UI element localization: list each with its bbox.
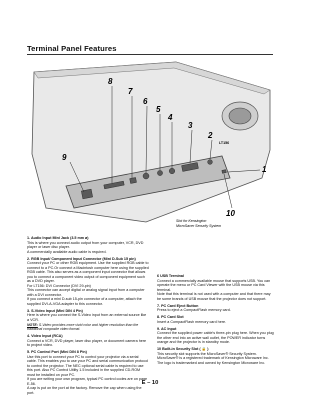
callout-1: 1 [262,165,267,174]
pc-control-port [143,173,149,179]
title-divider [27,54,273,55]
item-title: 7. PC Card Eject Button [157,303,199,308]
model-mark: LT156 [219,141,230,145]
item-title: 6 USB Terminal [157,274,184,278]
kensington-note-line2: MicroSaver Security System [176,224,222,228]
item-body: Insert a CompactFlash memory card here. [157,319,227,324]
callout-4: 4 [168,113,173,122]
note-label: NOTE: [27,323,38,328]
callout-10: 10 [226,209,235,218]
item-body: Connect a commercially available mouse that supports USB. You can operate the menu or PC Card Viewer with the USB mouse via this terminal. Note that this terminal is not used with a computer and that there may be some brands of USB mouse that the projector does not support. [157,278,271,301]
item-pc-card-eject [157,304,275,313]
s-video-port [169,168,175,174]
page-number: E – 10 [141,380,159,386]
callout-6: 6 [143,97,148,106]
item-security-slot [157,347,275,365]
callout-2: 2 [208,131,213,140]
callout-7: 7 [128,87,133,96]
item-body: Connect the supplied power cable's three-pin plug here. When you plug the other end into an active wall outlet, the POWER indicator turns orange and the projector is in standby mode. [157,331,274,345]
item-title: 3. S-Video Input (Mini DIN 4 Pin) [27,308,83,313]
item-title: 9. AC Input [157,326,177,331]
section-title: Terminal Panel Features [27,44,117,53]
item-usb-terminal [157,274,275,301]
item-title: 4. Video Input (RCA) [27,334,63,339]
item-title: 8. PC Card Slot [157,315,184,320]
item-note [27,323,149,331]
item-rgb-input [27,257,149,307]
audio-input-port [208,160,213,165]
item-title: 2. RGB Input/ Component Input Connector (Mini D-Sub 15 pin) [27,256,136,261]
item-title: 1. Audio Input Mini Jack (3.5 mm ø) [27,236,89,240]
usb-port [130,177,137,183]
item-body: This is where you connect audio output from your computer, VCR, DVD player or laser disc player. A commercially available audio cable is required. [27,240,144,254]
item-title: 5. PC Control Port (Mini DIN 8 Pin) [27,350,87,355]
item-pc-control-port [27,350,149,395]
item-audio-input [27,236,149,254]
callout-9: 9 [62,153,67,162]
left-column [27,236,149,398]
item-ac-input [157,327,275,345]
callout-5: 5 [156,105,161,114]
terminal-panel-illustration [26,58,274,230]
item-body: This security slot supports the MicroSaver® Security System. MicroSaver® is a registered trademark of Kensington Microware Inc. The logo is trademarked and owned by Kensington Microware Inc. [157,351,269,365]
item-body: Connect a VCR, DVD player, laser disc player, or document camera here to project video. [27,338,147,348]
item-pc-card-slot [157,315,275,324]
projector-body [32,62,270,222]
item-body: Press to eject a CompactFlash memory card. [157,308,231,313]
item-title: 10 Built-in Security Slot ( 🔒 ) [157,347,209,352]
ac-input-port [81,189,92,199]
callout-8: 8 [108,77,113,86]
item-body: Use this port to connect your PC to control your projector via a serial cable. This enables you to use your PC and serial communication protocol to control the projector. The NEC optional serial cable is required to use this port. Also PC Control Utility 1.5 included in the supplied CD-ROM must be installed on your PC. If you are writing your own program, typical PC control codes are on page E-56. A cap is put on the port at the factory. Remove the cap when using the port. [27,354,149,395]
item-s-video-input [27,309,149,332]
security-slot [222,170,226,174]
item-video-input [27,334,149,348]
note-text: S-Video provides more vivid color and higher resolution than the traditional composite video format. [27,323,139,332]
video-input-port [157,170,162,175]
item-body: Here is where you connect the S-Video input from an external source like a VCR. [27,313,147,322]
kensington-note-line1: Slot for Kensington [176,219,207,223]
item-body: Connect your PC or other RGB equipment. Use the supplied RGB cable to connect to a PC.Or connect a Macintosh computer here using the supplied RGB cable. This also serves as a component input connector that allows you to connect a component video output of component equipment such as a DVD player. For LT156: DVI Connector (DVI 29-pin) This connector can accept digital or analog signal input from a computer with a DVI connector. If you connect a mini D-sub 15-pin connector of a computer, attach the supplied DVI-A-VGA adapter to this connector. [27,261,149,306]
right-column [157,274,275,368]
callout-3: 3 [188,121,193,130]
